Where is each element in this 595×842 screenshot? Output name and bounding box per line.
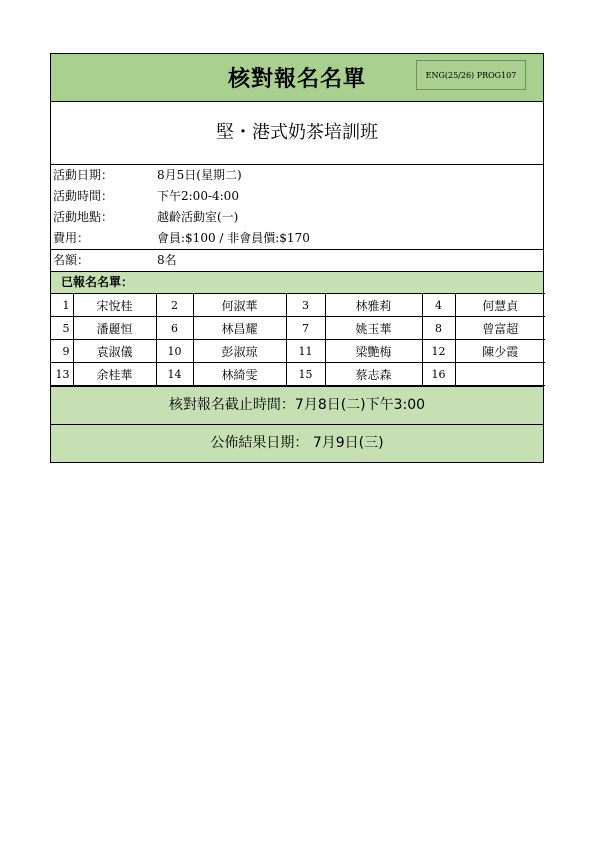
reg-number: 14: [156, 363, 193, 386]
reg-number: 8: [422, 317, 455, 340]
venue-value: 越齡活動室(一): [157, 210, 239, 224]
reg-name: 何慧貞: [455, 294, 545, 317]
reg-name: 袁淑儀: [73, 340, 156, 363]
quota-label: 名額：: [53, 253, 90, 267]
reg-number: 6: [156, 317, 193, 340]
reg-number: 5: [51, 317, 73, 340]
table-row: [51, 294, 545, 317]
reg-name: [455, 363, 545, 386]
fee-value: 會員:$100 / 非會員價:$170: [157, 231, 310, 245]
registration-sheet: [50, 53, 544, 463]
announce-date: 公佈結果日期： 7月9日(三): [51, 424, 543, 462]
reg-number: 10: [156, 340, 193, 363]
info-row-date: [51, 165, 543, 186]
reg-name: 余桂華: [73, 363, 156, 386]
deadline-notice: 核對報名截止時間：7月8日(二)下午3:00: [51, 386, 543, 424]
reg-number: 16: [422, 363, 455, 386]
reg-name: 蔡志森: [325, 363, 422, 386]
registered-heading: 已報名名單：: [51, 271, 543, 293]
reg-number: 7: [286, 317, 325, 340]
title-bar: [51, 54, 543, 102]
table-row: [51, 340, 545, 363]
info-row-time: [51, 186, 543, 207]
reg-name: 陳少霞: [455, 340, 545, 363]
reg-name: 曾富超: [455, 317, 545, 340]
time-label: 活動時間：: [53, 189, 114, 203]
reg-number: 4: [422, 294, 455, 317]
date-value: 8月5日(星期二): [157, 168, 242, 182]
reg-name: 潘麗恒: [73, 317, 156, 340]
reg-number: 13: [51, 363, 73, 386]
reg-name: 彭淑琼: [193, 340, 286, 363]
venue-label: 活動地點：: [53, 210, 114, 224]
table-row: [51, 363, 545, 386]
reg-number: 12: [422, 340, 455, 363]
program-code: ENG(25/26) PROG107: [416, 60, 526, 90]
page-title: 核對報名名單: [227, 67, 366, 92]
reg-number: 15: [286, 363, 325, 386]
quota-value: 8名: [157, 253, 177, 267]
reg-name: 林昌耀: [193, 317, 286, 340]
date-label: 活動日期：: [53, 168, 114, 182]
course-name: 堅・港式奶茶培訓班: [51, 102, 543, 165]
reg-name: 何淑華: [193, 294, 286, 317]
reg-number: 2: [156, 294, 193, 317]
fee-label: 費用：: [53, 231, 90, 245]
reg-number: 3: [286, 294, 325, 317]
reg-name: 梁艷梅: [325, 340, 422, 363]
registered-table: [51, 293, 545, 386]
info-row-venue: [51, 207, 543, 228]
time-value: 下午2:00-4:00: [157, 189, 239, 203]
table-row: [51, 317, 545, 340]
reg-number: 9: [51, 340, 73, 363]
info-row-fee: [51, 228, 543, 249]
reg-name: 宋悅桂: [73, 294, 156, 317]
info-row-quota: [51, 249, 543, 271]
reg-number: 1: [51, 294, 73, 317]
reg-name: 姚玉華: [325, 317, 422, 340]
reg-name: 林雅莉: [325, 294, 422, 317]
reg-number: 11: [286, 340, 325, 363]
reg-name: 林綺雯: [193, 363, 286, 386]
